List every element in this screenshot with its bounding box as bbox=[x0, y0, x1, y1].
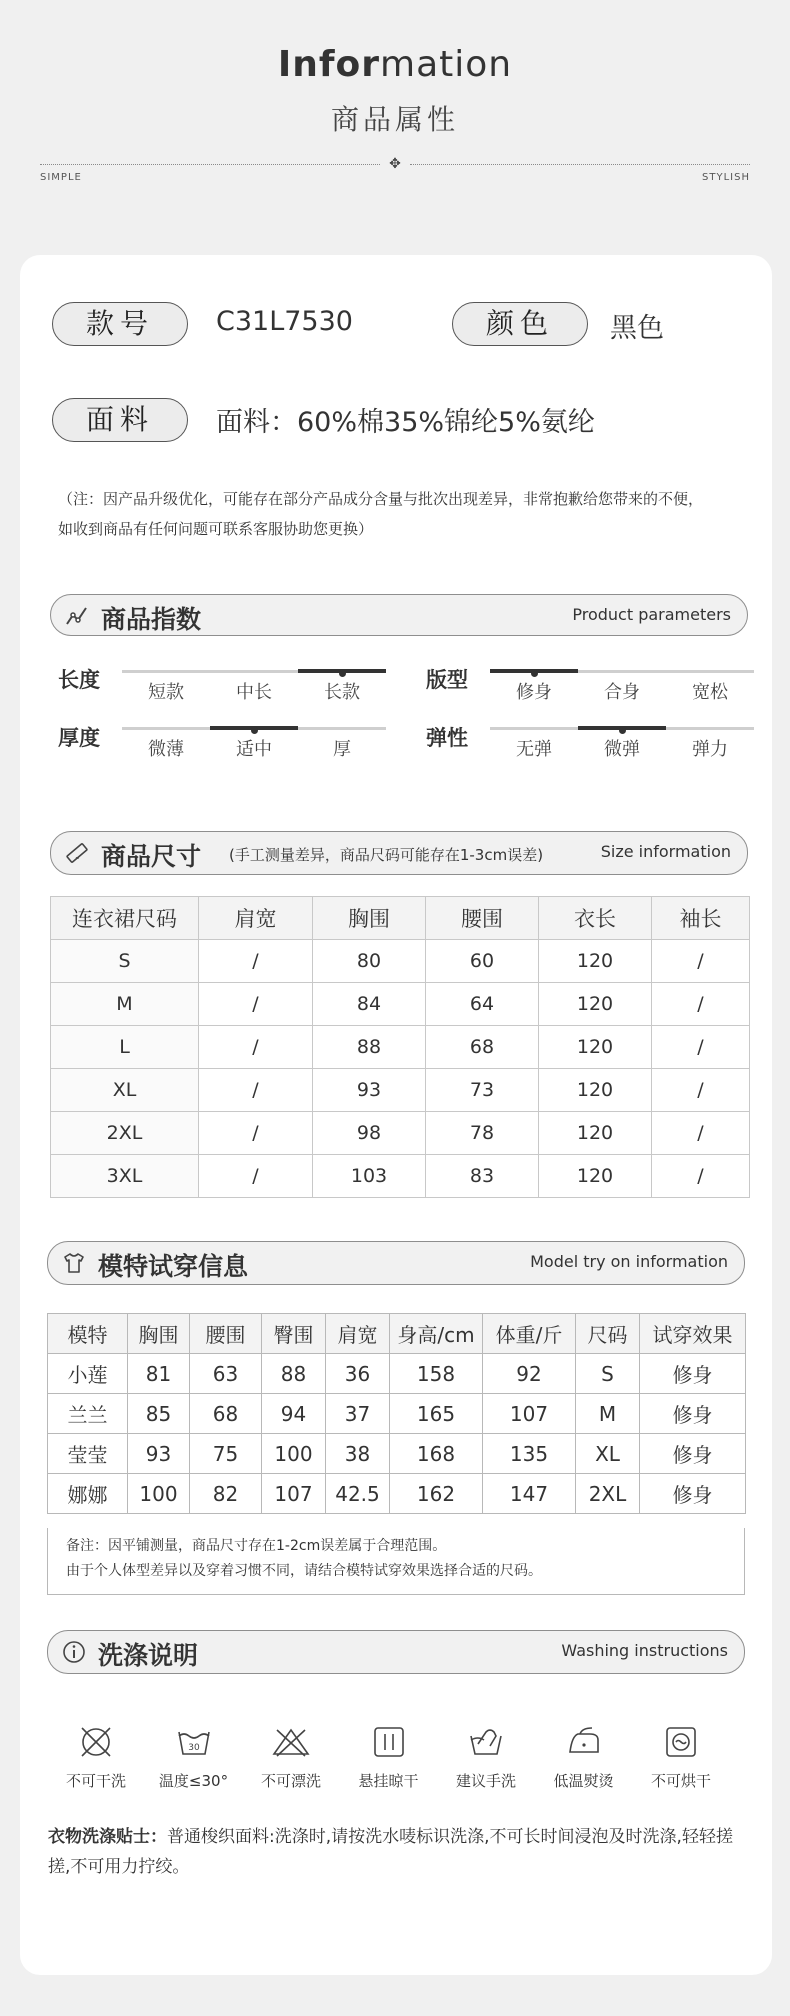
table-cell: 168 bbox=[390, 1434, 483, 1474]
table-cell: L bbox=[51, 1026, 199, 1069]
index-option: 厚 bbox=[333, 739, 351, 760]
index-marker bbox=[531, 670, 538, 677]
table-cell: / bbox=[652, 1026, 750, 1069]
model-table-header-cell: 腰围 bbox=[190, 1314, 262, 1354]
wash-section-title: 洗涤说明 bbox=[98, 1641, 199, 1670]
index-label: 厚度 bbox=[58, 726, 100, 750]
index-marker bbox=[339, 670, 346, 677]
index-section-title: 商品指数 bbox=[101, 605, 202, 634]
header-title bbox=[0, 44, 790, 85]
table-cell: 38 bbox=[326, 1434, 390, 1474]
wash-30-icon bbox=[174, 1722, 214, 1762]
table-cell: 娜娜 bbox=[48, 1474, 128, 1514]
size-table bbox=[50, 896, 750, 1198]
header-title-bold: Infor bbox=[277, 44, 381, 85]
table-row bbox=[48, 1434, 746, 1474]
table-cell: / bbox=[652, 1069, 750, 1112]
model-table-header-cell: 肩宽 bbox=[326, 1314, 390, 1354]
table-cell: 莹莹 bbox=[48, 1434, 128, 1474]
table-cell: 68 bbox=[426, 1026, 539, 1069]
size-table-header-cell: 袖长 bbox=[652, 897, 750, 940]
model-table-header-cell: 臀围 bbox=[262, 1314, 326, 1354]
info-icon bbox=[62, 1640, 86, 1664]
wash-label: 悬挂晾干 bbox=[358, 1772, 419, 1790]
header-title-rest: mation bbox=[380, 44, 513, 85]
table-cell: 88 bbox=[262, 1354, 326, 1394]
wash-item bbox=[536, 1722, 632, 1791]
table-cell: 147 bbox=[483, 1474, 576, 1514]
model-table-header-cell: 胸围 bbox=[128, 1314, 190, 1354]
table-cell: XL bbox=[576, 1434, 640, 1474]
size-section-en: Size information bbox=[600, 842, 731, 861]
model-note-line1: 备注：因平铺测量，商品尺寸存在1-2cm误差属于合理范围。 bbox=[66, 1538, 447, 1554]
table-cell: XL bbox=[51, 1069, 199, 1112]
model-table-header-cell: 模特 bbox=[48, 1314, 128, 1354]
table-cell: M bbox=[51, 983, 199, 1026]
table-cell: 36 bbox=[326, 1354, 390, 1394]
table-cell: 82 bbox=[190, 1474, 262, 1514]
table-cell: / bbox=[199, 1112, 313, 1155]
table-cell: 75 bbox=[190, 1434, 262, 1474]
wash-tip bbox=[48, 1822, 748, 1882]
index-section-bar bbox=[50, 594, 748, 636]
index-option: 无弹 bbox=[516, 739, 552, 760]
wash-label: 低温熨烫 bbox=[553, 1772, 614, 1790]
wash-tip-label: 衣物洗涤贴士： bbox=[48, 1827, 167, 1847]
table-cell: 85 bbox=[128, 1394, 190, 1434]
index-marker bbox=[251, 727, 258, 734]
table-cell: 120 bbox=[539, 983, 652, 1026]
hang-dry-icon bbox=[369, 1722, 409, 1762]
svg-text:30: 30 bbox=[187, 1743, 200, 1753]
table-cell: 63 bbox=[190, 1354, 262, 1394]
table-cell: 修身 bbox=[640, 1474, 746, 1514]
model-table-body bbox=[48, 1354, 746, 1514]
size-table-header-cell: 腰围 bbox=[426, 897, 539, 940]
model-table-header bbox=[48, 1314, 746, 1354]
wash-label: 建议手洗 bbox=[455, 1772, 516, 1790]
table-cell: / bbox=[199, 983, 313, 1026]
table-cell: 小莲 bbox=[48, 1354, 128, 1394]
size-section-title: 商品尺寸 bbox=[101, 842, 202, 871]
wash-item bbox=[48, 1722, 144, 1791]
no-tumble-dry-icon bbox=[661, 1722, 701, 1762]
wash-item bbox=[633, 1722, 729, 1791]
size-table-body bbox=[51, 940, 750, 1198]
size-table-header-cell: 肩宽 bbox=[199, 897, 313, 940]
header-left-tag: SIMPLE bbox=[40, 172, 82, 183]
table-row bbox=[48, 1354, 746, 1394]
table-cell: 120 bbox=[539, 940, 652, 983]
table-cell: 103 bbox=[313, 1155, 426, 1198]
index-label: 弹性 bbox=[426, 726, 468, 750]
table-cell: / bbox=[199, 1026, 313, 1069]
table-cell: / bbox=[199, 1155, 313, 1198]
index-option: 长款 bbox=[324, 682, 360, 703]
table-cell: 兰兰 bbox=[48, 1394, 128, 1434]
fabric-label: 面料 bbox=[52, 398, 188, 442]
table-cell: 93 bbox=[313, 1069, 426, 1112]
color-value: 黑色 bbox=[610, 313, 664, 344]
model-section-bar bbox=[47, 1241, 745, 1285]
model-table-header-cell: 试穿效果 bbox=[640, 1314, 746, 1354]
table-cell: 158 bbox=[390, 1354, 483, 1394]
fabric-value: 面料：60%棉35%锦纶5%氨纶 bbox=[216, 407, 595, 438]
table-cell: 2XL bbox=[51, 1112, 199, 1155]
wash-item bbox=[438, 1722, 534, 1791]
model-note-line2: 由于个人体型差异以及穿着习惯不同，请结合模特试穿效果选择合适的尺码。 bbox=[66, 1563, 542, 1579]
table-cell: 165 bbox=[390, 1394, 483, 1434]
model-table-header-cell: 体重/斤 bbox=[483, 1314, 576, 1354]
table-cell: 94 bbox=[262, 1394, 326, 1434]
table-cell: 162 bbox=[390, 1474, 483, 1514]
wash-item bbox=[146, 1722, 242, 1791]
table-cell: 84 bbox=[313, 983, 426, 1026]
table-cell: S bbox=[51, 940, 199, 983]
table-cell: 100 bbox=[262, 1434, 326, 1474]
index-label: 长度 bbox=[58, 668, 100, 692]
table-cell: 98 bbox=[313, 1112, 426, 1155]
style-number-label: 款号 bbox=[52, 302, 188, 346]
size-table-header-cell: 衣长 bbox=[539, 897, 652, 940]
table-row bbox=[51, 1155, 750, 1198]
wash-label: 不可烘干 bbox=[650, 1772, 711, 1790]
style-number-value: C31L7530 bbox=[216, 306, 353, 337]
header-subtitle: 商品属性 bbox=[330, 103, 459, 136]
table-cell: 88 bbox=[313, 1026, 426, 1069]
table-cell: 78 bbox=[426, 1112, 539, 1155]
fabric-note-line1: （注：因产品升级优化，可能存在部分产品成分含量与批次出现差异，非常抱歉给您带来的不便， bbox=[58, 490, 704, 508]
header-divider-right bbox=[410, 164, 750, 165]
table-row bbox=[51, 983, 750, 1026]
table-cell: 3XL bbox=[51, 1155, 199, 1198]
table-cell: 修身 bbox=[640, 1354, 746, 1394]
table-cell: / bbox=[652, 983, 750, 1026]
index-option: 修身 bbox=[516, 682, 552, 703]
table-cell: 2XL bbox=[576, 1474, 640, 1514]
hand-wash-icon bbox=[466, 1722, 506, 1762]
index-label: 版型 bbox=[426, 668, 468, 692]
table-cell: M bbox=[576, 1394, 640, 1434]
table-cell: / bbox=[199, 1069, 313, 1112]
index-option: 宽松 bbox=[692, 682, 728, 703]
wash-label: 不可漂洗 bbox=[260, 1772, 321, 1790]
model-note bbox=[47, 1528, 745, 1595]
wash-tip-text: 普通梭织面料:洗涤时,请按洗水唛标识洗涤,不可长时间浸泡及时洗涤,轻轻搓搓,不可用力拧绞。 bbox=[48, 1827, 733, 1877]
header-divider-left bbox=[40, 164, 380, 165]
tshirt-icon bbox=[62, 1251, 86, 1275]
low-iron-icon bbox=[564, 1722, 604, 1762]
table-cell: 修身 bbox=[640, 1394, 746, 1434]
size-section-note: (手工测量差异，商品尺码可能存在1-3cm误差) bbox=[229, 846, 544, 864]
trend-icon bbox=[65, 604, 89, 628]
model-section-en: Model try on information bbox=[530, 1252, 728, 1271]
index-marker bbox=[619, 727, 626, 734]
table-cell: 100 bbox=[128, 1474, 190, 1514]
table-cell: 120 bbox=[539, 1069, 652, 1112]
wash-item bbox=[243, 1722, 339, 1791]
fabric-note-line2: 如收到商品有任何问题可联系客服协助您更换） bbox=[58, 520, 374, 538]
table-row bbox=[51, 940, 750, 983]
table-row bbox=[51, 1026, 750, 1069]
table-cell: 120 bbox=[539, 1112, 652, 1155]
index-option: 弹力 bbox=[692, 739, 728, 760]
table-cell: 107 bbox=[483, 1394, 576, 1434]
index-option: 合身 bbox=[604, 682, 640, 703]
model-section-title: 模特试穿信息 bbox=[98, 1252, 249, 1281]
table-row bbox=[51, 1069, 750, 1112]
table-cell: 修身 bbox=[640, 1434, 746, 1474]
table-cell: 120 bbox=[539, 1155, 652, 1198]
model-table bbox=[47, 1313, 746, 1514]
table-cell: 60 bbox=[426, 940, 539, 983]
model-table-header-cell: 身高/cm bbox=[390, 1314, 483, 1354]
index-option: 微弹 bbox=[604, 739, 640, 760]
size-table-header-cell: 连衣裙尺码 bbox=[51, 897, 199, 940]
table-cell: 64 bbox=[426, 983, 539, 1026]
index-option: 短款 bbox=[148, 682, 184, 703]
index-option: 微薄 bbox=[148, 739, 184, 760]
model-table-header-cell: 尺码 bbox=[576, 1314, 640, 1354]
ruler-icon bbox=[65, 841, 89, 865]
wash-label: 不可干洗 bbox=[65, 1772, 126, 1790]
table-row bbox=[48, 1394, 746, 1434]
wash-section-en: Washing instructions bbox=[561, 1641, 728, 1660]
color-label: 颜色 bbox=[452, 302, 588, 346]
table-cell: 92 bbox=[483, 1354, 576, 1394]
table-cell: / bbox=[652, 1155, 750, 1198]
index-option: 中长 bbox=[236, 682, 272, 703]
table-cell: 83 bbox=[426, 1155, 539, 1198]
wash-label: 温度≤30° bbox=[158, 1772, 229, 1790]
index-option: 适中 bbox=[236, 739, 272, 760]
table-cell: 42.5 bbox=[326, 1474, 390, 1514]
table-cell: 107 bbox=[262, 1474, 326, 1514]
table-cell: / bbox=[652, 940, 750, 983]
header-right-tag: STYLISH bbox=[702, 172, 750, 183]
size-table-header-cell: 胸围 bbox=[313, 897, 426, 940]
crosshair-icon: ✥ bbox=[389, 156, 401, 172]
table-cell: 93 bbox=[128, 1434, 190, 1474]
wash-section-bar bbox=[47, 1630, 745, 1674]
size-table-header bbox=[51, 897, 750, 940]
table-cell: 37 bbox=[326, 1394, 390, 1434]
no-dry-clean-icon bbox=[76, 1722, 116, 1762]
no-bleach-icon bbox=[271, 1722, 311, 1762]
table-row bbox=[48, 1474, 746, 1514]
wash-item bbox=[341, 1722, 437, 1791]
table-cell: 81 bbox=[128, 1354, 190, 1394]
table-cell: 135 bbox=[483, 1434, 576, 1474]
table-cell: 80 bbox=[313, 940, 426, 983]
table-cell: 68 bbox=[190, 1394, 262, 1434]
size-section-bar bbox=[50, 831, 748, 875]
table-cell: 120 bbox=[539, 1026, 652, 1069]
table-cell: 73 bbox=[426, 1069, 539, 1112]
table-cell: / bbox=[652, 1112, 750, 1155]
table-cell: / bbox=[199, 940, 313, 983]
table-row bbox=[51, 1112, 750, 1155]
table-cell: S bbox=[576, 1354, 640, 1394]
index-section-en: Product parameters bbox=[572, 605, 731, 624]
